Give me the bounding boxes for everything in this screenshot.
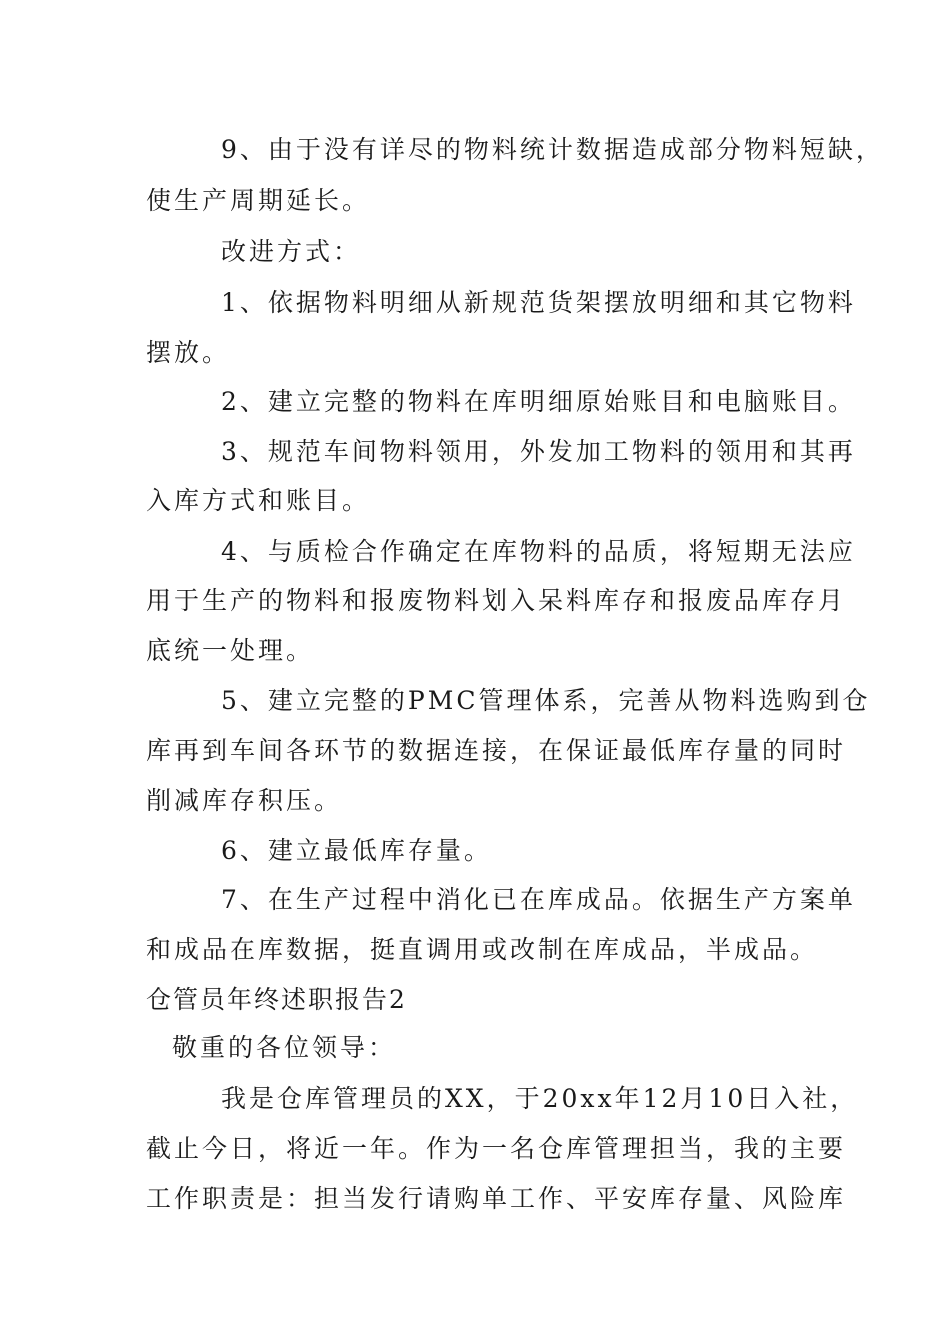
item-6-line-1: 6、建立最低库存量。 bbox=[221, 836, 492, 865]
section-title: 仓管员年终述职报告2 bbox=[146, 985, 407, 1014]
paragraph-9-line-2: 使生产周期延长。 bbox=[146, 186, 371, 215]
improvement-heading: 改进方式： bbox=[221, 237, 362, 266]
item-3-line-2: 入库方式和账目。 bbox=[146, 486, 371, 515]
item-4-line-3: 底统一处理。 bbox=[146, 636, 315, 665]
item-7-line-2: 和成品在库数据，挺直调用或改制在库成品，半成品。 bbox=[146, 935, 819, 964]
item-5-line-2: 库再到车间各环节的数据连接，在保证最低库存量的同时 bbox=[146, 736, 847, 765]
item-1-line-1: 1、依据物料明细从新规范货架摆放明细和其它物料 bbox=[221, 288, 856, 317]
body-line-2: 截止今日，将近一年。作为一名仓库管理担当，我的主要 bbox=[146, 1134, 847, 1163]
item-4-line-2: 用于生产的物料和报废物料划入呆料库存和报废品库存月 bbox=[146, 586, 847, 615]
salutation: 敬重的各位领导： bbox=[172, 1033, 397, 1062]
item-5-line-1: 5、建立完整的PMC管理体系，完善从物料选购到仓 bbox=[221, 686, 871, 715]
item-5-line-3: 削减库存积压。 bbox=[146, 786, 343, 815]
item-3-line-1: 3、规范车间物料领用，外发加工物料的领用和其再 bbox=[221, 437, 856, 466]
item-4-line-1: 4、与质检合作确定在库物料的品质，将短期无法应 bbox=[221, 537, 856, 566]
body-line-3: 工作职责是：担当发行请购单工作、平安库存量、风险库 bbox=[146, 1184, 847, 1213]
item-1-line-2: 摆放。 bbox=[146, 338, 231, 367]
paragraph-9-line-1: 9、由于没有详尽的物料统计数据造成部分物料短缺， bbox=[221, 135, 884, 164]
item-7-line-1: 7、在生产过程中消化已在库成品。依据生产方案单 bbox=[221, 885, 856, 914]
item-2-line-1: 2、建立完整的物料在库明细原始账目和电脑账目。 bbox=[221, 387, 856, 416]
body-line-1: 我是仓库管理员的XX，于20xx年12月10日入社， bbox=[221, 1084, 859, 1113]
